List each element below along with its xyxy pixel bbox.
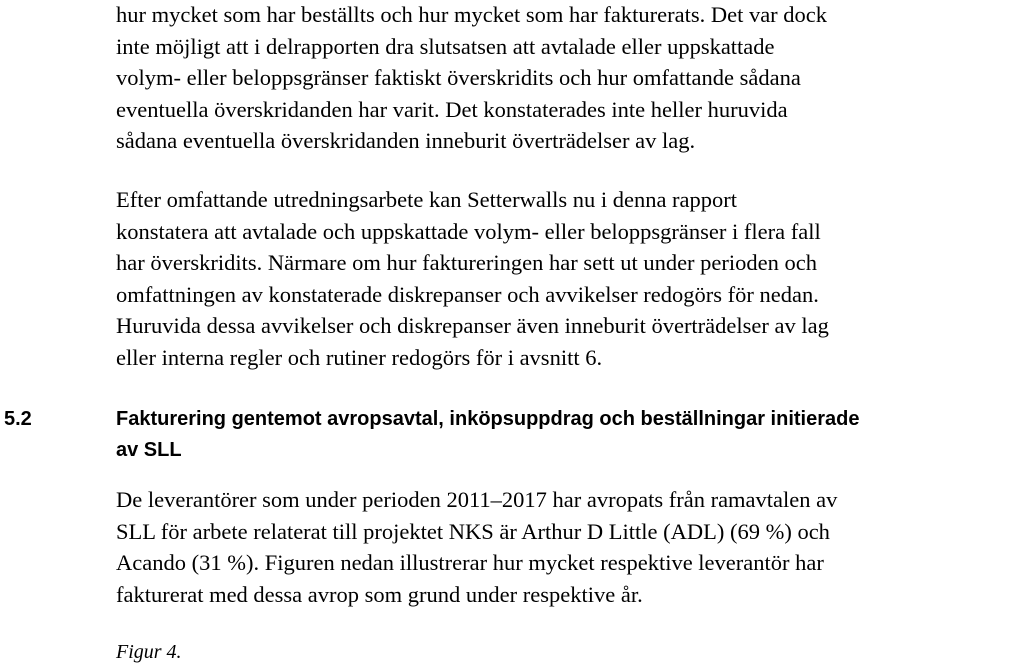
text-line: fakturerat med dessa avrop som grund under respektive år.	[116, 581, 643, 607]
text-line: eventuella överskridanden har varit. Det konstaterades inte heller huruvida	[116, 96, 788, 122]
section-number: 5.2	[4, 408, 32, 430]
text-line: volym- eller beloppsgränser faktiskt överskridits och hur omfattande sådana	[116, 65, 801, 90]
text-line: Efter omfattande utredningsarbete kan Setterwalls nu i denna rapport	[116, 187, 738, 212]
text-line: Acando (31 %). Figuren nedan illustrerar hur mycket respektive leverantör har	[116, 550, 824, 575]
text-line: De leverantörer som under perioden 2011–2017 har avropats från ramavtalen av	[116, 487, 838, 512]
text-line: Huruvida dessa avvikelser och diskrepanser även inneburit överträdelser av lag	[116, 313, 829, 338]
text-line: konstatera att avtalade och uppskattade volym- eller beloppsgränser i flera fall	[116, 218, 821, 244]
text-line: har överskridits. Närmare om hur faktureringen har sett ut under perioden och	[116, 250, 818, 275]
text-line: sådana eventuella överskridanden inneburit överträdelser av lag.	[116, 128, 696, 153]
paragraph-suppliers	[116, 484, 1016, 610]
figure-caption: Figur 4.	[116, 641, 182, 663]
text-line: SLL för arbete relaterat till projektet NKS är Arthur D Little (ADL) (69 %) och	[116, 518, 830, 544]
text-line: inte möjligt att i delrapporten dra slutsatsen att avtalade eller uppskattade	[116, 33, 775, 59]
heading-line: av SLL	[116, 439, 182, 461]
text-line: omfattningen av konstaterade diskrepanser och avvikelser redogörs för nedan.	[116, 281, 819, 307]
section-heading	[116, 404, 1022, 466]
text-line: eller interna regler och rutiner redogörs för i avsnitt 6.	[116, 344, 603, 370]
paragraph-findings	[116, 184, 1016, 373]
text-line: hur mycket som har beställts och hur mycket som har fakturerats. Det var dock	[116, 2, 828, 27]
paragraph-intro	[116, 0, 1016, 157]
heading-line: Fakturering gentemot avropsavtal, inköpsuppdrag och beställningar initierade	[116, 408, 860, 430]
